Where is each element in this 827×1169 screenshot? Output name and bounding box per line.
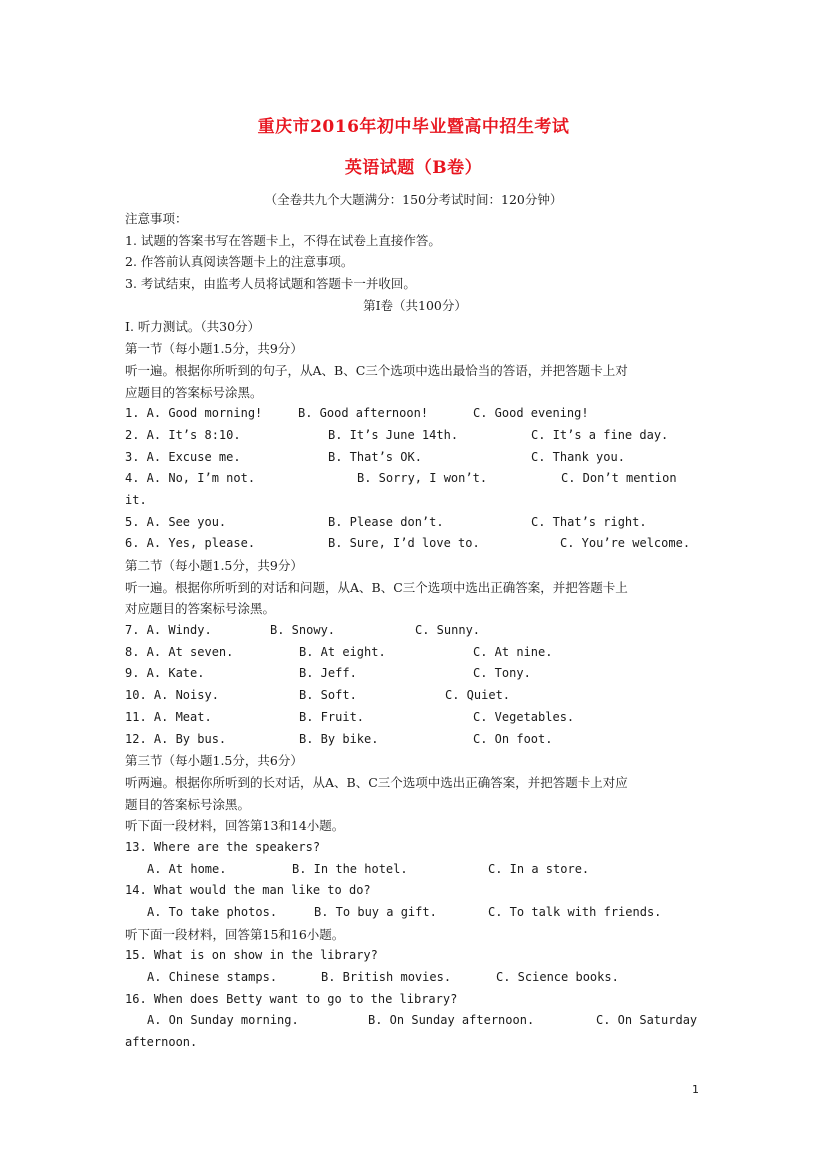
option-a: A. To take photos.	[147, 905, 278, 919]
section-heading: 第二节（每小题1.5分，共9分）	[125, 558, 303, 573]
option-a: 4. A. No, I’m not.	[125, 471, 256, 486]
option-c: C. Thank you.	[531, 449, 625, 464]
question-row	[125, 512, 705, 534]
option-b: B. By bike.	[299, 731, 379, 746]
option-a: 10. A. Noisy.	[125, 688, 219, 703]
question-row	[125, 468, 705, 490]
option-a: 12. A. By bus.	[125, 731, 227, 746]
option-b: B. To buy a gift.	[314, 905, 437, 919]
option-c: C. Tony.	[473, 666, 531, 681]
option-b: B. Soft.	[299, 688, 357, 703]
option-c: C. Science books.	[496, 970, 619, 985]
section-instruction: 听一遍。根据你所听到的对话和问题，从A、B、C三个选项中选出正确答案，并把答题卡上	[125, 579, 628, 595]
note-item: 2. 作答前认真阅读答题卡上的注意事项。	[125, 254, 354, 270]
page-number: 1	[692, 1083, 699, 1096]
exam-content	[125, 208, 705, 1054]
question-row	[125, 663, 705, 685]
option-c: C. It’s a fine day.	[531, 427, 669, 442]
option-b: B. British movies.	[321, 970, 452, 985]
section-instruction: 听一遍。根据你所听到的句子，从A、B、C三个选项中选出最恰当的答语，并把答题卡上对	[125, 362, 628, 378]
option-b: B. On Sunday afternoon.	[368, 1013, 535, 1028]
question-row	[125, 447, 705, 469]
part-heading: Ⅰ. 听力测试。（共30分）	[125, 319, 261, 335]
option-a: A. Chinese stamps.	[147, 970, 278, 985]
question-stem: 16. When does Betty want to go to the library?	[125, 991, 458, 1006]
question-row	[125, 707, 705, 729]
option-b: B. It’s June 14th.	[328, 427, 459, 442]
option-c: C. In a store.	[488, 861, 590, 876]
question-row	[125, 425, 705, 447]
option-a: 1. A. Good morning!	[125, 406, 263, 421]
question-stem: 13. Where are the speakers?	[125, 839, 321, 854]
option-c: C. At nine.	[473, 644, 553, 659]
option-a: 5. A. See you.	[125, 514, 227, 529]
question-row	[125, 859, 705, 881]
question-wrap: it.	[125, 492, 147, 507]
question-row	[125, 642, 705, 664]
option-b: B. Please don’t.	[328, 514, 444, 529]
option-b: B. In the hotel.	[292, 861, 408, 876]
option-c: C. You’re welcome.	[560, 536, 691, 551]
option-a: 11. A. Meat.	[125, 709, 212, 724]
option-c: C. Quiet.	[445, 688, 511, 703]
section-heading: 第一节（每小题1.5分，共9分）	[125, 341, 303, 357]
note-item: 1. 试题的答案书写在答题卡上，不得在试卷上直接作答。	[125, 232, 441, 248]
option-c: C. To talk with friends.	[488, 905, 662, 919]
option-b: B. Jeff.	[299, 666, 357, 681]
option-a: A. At home.	[147, 861, 227, 876]
option-b: B. Sorry, I won’t.	[357, 471, 488, 486]
option-b: B. Good afternoon!	[298, 406, 429, 421]
section-instruction: 应题目的答案标号涂黑。	[125, 384, 263, 400]
exam-subtitle: 英语试题（B卷）	[344, 158, 483, 178]
material-note: 听下面一段材料，回答第13和14小题。	[125, 818, 345, 834]
option-b: B. Fruit.	[299, 709, 365, 724]
exam-info: （全卷共九个大题满分：150分考试时间：120分钟）	[264, 192, 563, 207]
option-a: 3. A. Excuse me.	[125, 449, 241, 464]
notes-heading: 注意事项：	[125, 211, 188, 226]
option-c: C. On Saturday	[596, 1013, 698, 1028]
option-b: B. That’s OK.	[328, 449, 422, 464]
question-wrap: afternoon.	[125, 1035, 198, 1050]
option-c: C. That’s right.	[531, 514, 647, 529]
option-a: 9. A. Kate.	[125, 666, 205, 681]
question-row	[125, 729, 705, 751]
option-a: A. On Sunday morning.	[147, 1013, 299, 1028]
section-instruction: 题目的答案标号涂黑。	[125, 796, 251, 812]
option-c: C. Sunny.	[415, 623, 481, 638]
section-instruction: 对应题目的答案标号涂黑。	[125, 601, 276, 617]
material-note: 听下面一段材料，回答第15和16小题。	[125, 926, 345, 942]
option-b: B. Sure, I’d love to.	[328, 536, 480, 551]
question-stem: 15. What is on show in the library?	[125, 948, 378, 963]
option-c: C. Don’t mention	[561, 471, 677, 486]
question-row	[125, 1010, 705, 1032]
question-row	[125, 403, 705, 425]
question-row	[125, 902, 705, 924]
question-row	[125, 685, 705, 707]
option-c: C. Vegetables.	[473, 709, 575, 724]
option-a: 8. A. At seven.	[125, 644, 234, 659]
question-row	[125, 967, 705, 989]
option-b: B. Snowy.	[270, 623, 336, 638]
option-a: 2. A. It’s 8:10.	[125, 427, 241, 442]
section-heading: 第三节（每小题1.5分，共6分）	[125, 753, 303, 769]
question-row	[125, 620, 705, 642]
question-stem: 14. What would the man like to do?	[125, 883, 371, 898]
section-instruction: 听两遍。根据你所听到的长对话，从A、B、C三个选项中选出正确答案，并把答题卡上对应	[125, 774, 628, 790]
option-c: C. Good evening!	[473, 406, 589, 421]
option-b: B. At eight.	[299, 644, 386, 659]
option-a: 7. A. Windy.	[125, 623, 212, 638]
option-c: C. On foot.	[473, 731, 553, 746]
question-row	[125, 533, 705, 555]
exam-title: 重庆市2016年初中毕业暨高中招生考试	[257, 117, 570, 137]
option-a: 6. A. Yes, please.	[125, 536, 256, 551]
volume-heading: 第Ⅰ卷（共100分）	[363, 297, 467, 313]
note-item: 3. 考试结束，由监考人员将试题和答题卡一并收回。	[125, 276, 416, 292]
